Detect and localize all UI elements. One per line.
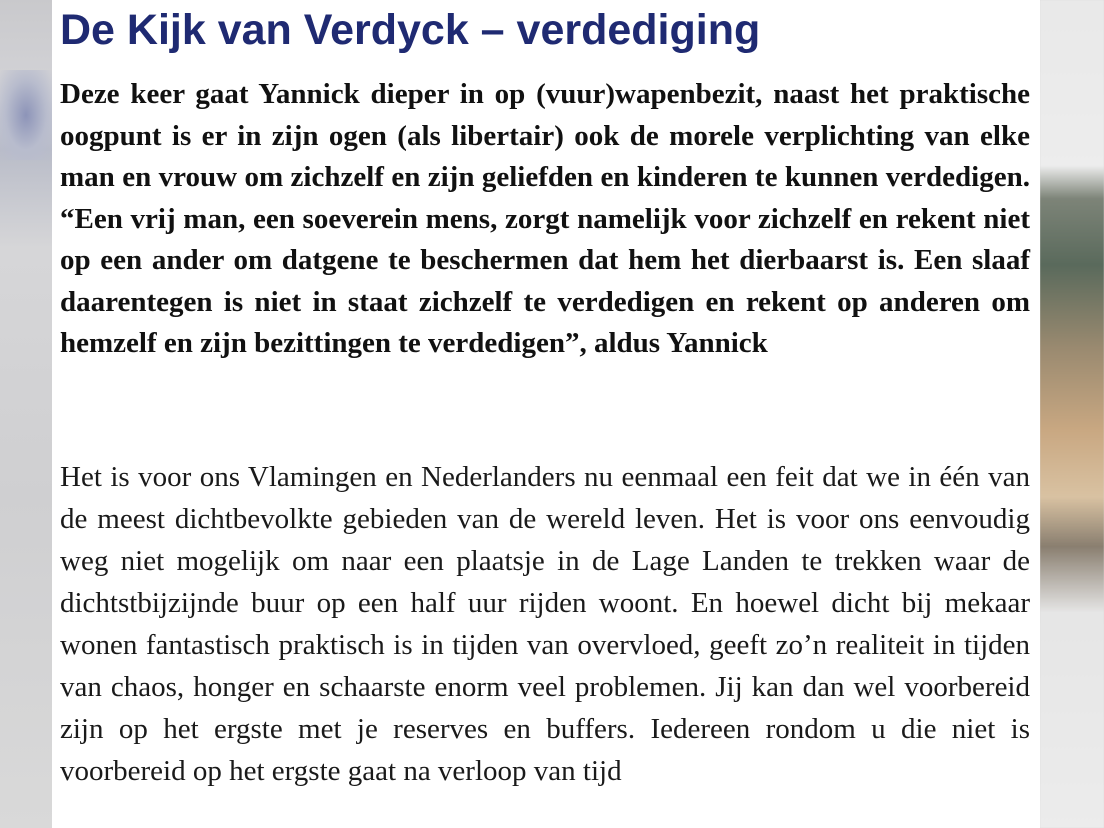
article-title: De Kijk van Verdyck – verdediging xyxy=(60,6,761,54)
article-body-paragraph: Het is voor ons Vlamingen en Nederlanders nu eenmaal een feit dat we in één van de meest dichtbevolkte gebieden van de wereld leven. Het is voor ons eenvoudig weg niet mogelijk om naar een plaatsje in de Lage Landen te trekken waar de dichtstbijzijnde buur op een half uur rijden woont. En hoewel dicht bij mekaar wonen fantastisch praktisch is in tijden van overvloed, geeft zo’n realiteit in tijden van chaos, honger en schaarste enorm veel problemen. Jij kan dan wel voorbereid zijn op het ergste met je reserves en buffers. Iedereen rondom u die niet is voorbereid op het ergste gaat na verloop van tijd xyxy=(60,461,1030,787)
article-lead-paragraph: Deze keer gaat Yannick dieper in op (vuur)wapenbezit, naast het praktische oogpunt is er in zijn ogen (als libertair) ook de morele verplichting van elke man en vrouw om zichzelf en zijn geliefden en kinderen te kunnen verdedigen. “Een vrij man, een soeverein mens, zorgt namelijk voor zichzelf en rekent niet op een ander om datgene te beschermen dat hem het dierbaarst is. Een slaaf daarentegen is niet in staat zichzelf te verdedigen en rekent op anderen om hemzelf en zijn bezittingen te verdedigen”, aldus Yannick xyxy=(60,78,1030,359)
backdrop-left-blur xyxy=(0,70,52,160)
backdrop-right-edge xyxy=(1040,0,1104,828)
article-page xyxy=(52,0,1040,828)
